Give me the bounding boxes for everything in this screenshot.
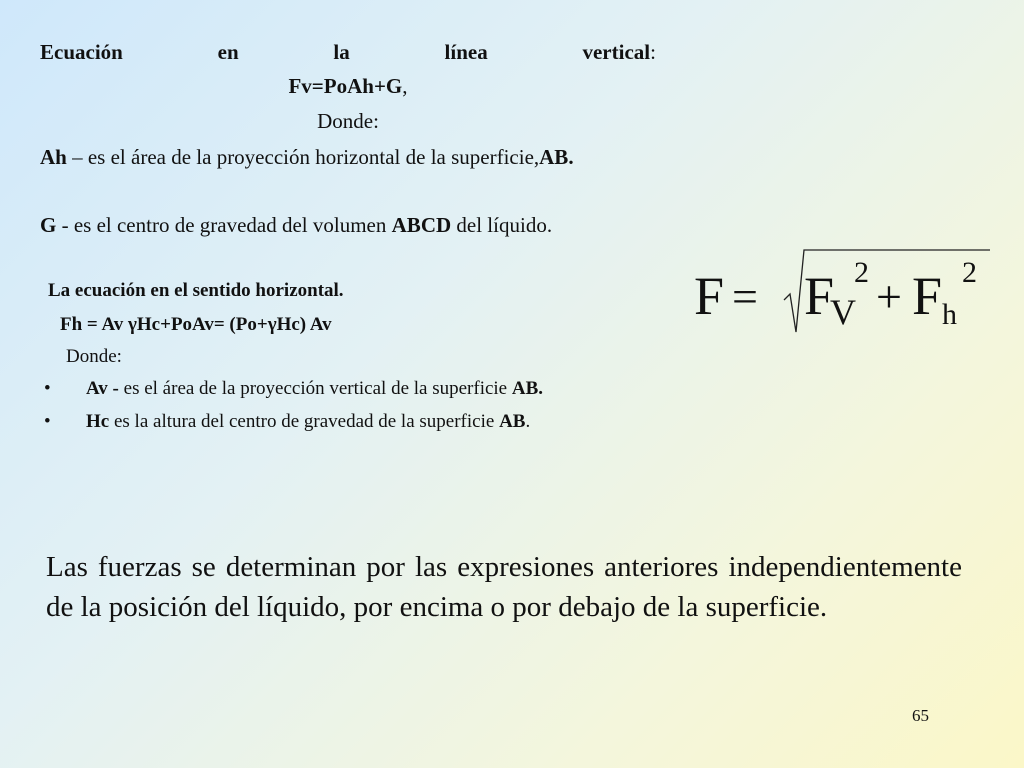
formula-sub-2: h	[942, 298, 957, 331]
closing-paragraph: Las fuerzas se determinan por las expresiones anteriores independientemente de la posición del líquido, por encima o por debajo de la superficie.	[46, 551, 962, 623]
formula-exp-1: 2	[854, 256, 869, 289]
formula-term-2: F	[912, 266, 943, 326]
page-number: 65	[912, 706, 929, 725]
formula-term-1: F	[804, 266, 835, 326]
definitions-list	[44, 376, 658, 442]
g-definition: G - es el centro de gravedad del volumen ABCD del líquido.	[40, 213, 553, 237]
g-term: G	[40, 213, 57, 237]
list-item: • Av - es el área de la proyección vertical de la superficie AB.	[44, 376, 658, 402]
formula-lhs: F	[694, 266, 725, 326]
ah-definition: Ah – es el área de la proyección horizontal de la superficie,AB.	[40, 145, 574, 169]
horizontal-heading: La ecuación en el sentido horizontal.	[48, 280, 344, 301]
bullet-icon: •	[44, 411, 51, 432]
formula-plus: +	[876, 271, 902, 322]
horizontal-equation: Fh = Av γHc+PoAv= (Po+γHc) Av	[60, 314, 332, 335]
heading-word: en	[217, 40, 239, 64]
heading-word: la	[333, 40, 350, 64]
vertical-donde-label: Donde:	[317, 109, 379, 133]
horizontal-donde-label: Donde:	[66, 346, 122, 367]
formula-exp-2: 2	[962, 256, 977, 289]
heading-word-last: vertical:	[582, 40, 656, 64]
vertical-equation-heading	[40, 40, 656, 65]
vertical-equation: Fv=PoAh+G,	[288, 74, 408, 98]
list-item: • Hc es la altura del centro de gravedad de la superficie AB.	[44, 409, 658, 435]
formula-sub-1: V	[830, 292, 856, 332]
heading-word: línea	[444, 40, 488, 64]
heading-word: Ecuación	[40, 40, 123, 64]
formula-equals: =	[732, 271, 758, 322]
resultant-force-formula	[688, 236, 998, 346]
ah-term: Ah	[40, 145, 67, 169]
bullet-icon: •	[44, 378, 51, 399]
